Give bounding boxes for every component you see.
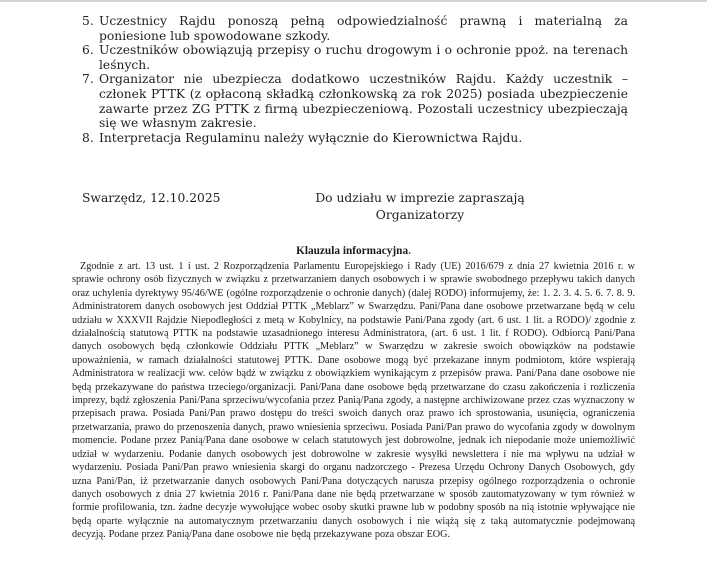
information-clause-body: Zgodnie z art. 13 ust. 1 i ust. 2 Rozporządzenia Parlamentu Europejskiego i Rady (UE) 2016/679 z dnia 27 kwietnia 2016 r. w sprawie ochrony osób fizycznych w związku z przetwarzaniem danych osobowych i w sprawie swobodnego przepływu takich danych oraz uchylenia dyrektywy 95/46/WE (ogólne rozporządzenie o ochronie danych) (dalej RODO) informujemy, że: 1. 2. 3. 4. 5. 6. 7. 8. 9. Administratorem danych osobowych jest Oddział PTTK „Meblarz” w Swarzędzu. Pani/Pana dane osobowe przetwarzane będą w celu udziału w XXXVII Rajdzie Niepodległości z metą w Kobylnicy, na podstawie Pani/Pana zgody (art. 6 ust. 1 lit. a RODO)/ zgodnie z działalnością statutową PTTK na podstawie uzasadnionego interesu Administratora, (art. 6 ust. 1 lit. f RODO). Odbiorcą Pani/Pana danych osobowych będą członkowie Oddziału PTTK „Meblarz” w Swarzędzu w zakresie swoich obowiązków na podstawie upoważnienia, w ramach działalności statutowej PTTK. Dane osobowe mogą być przekazane innym podmiotom, które wspierają Administratora w realizacji ww. celów bądź w związku z obowiązkiem wynikającym z przepisów prawa. Pani/Pana dane osobowe nie będą przekazywane do państwa trzeciego/organizacji. Pani/Pana dane osobowe będą przetwarzane do czasu zakończenia i rozliczenia imprezy, bądź zgłoszenia Pani/Pana sprzeciwu/wycofania przez Panią/Pana zgody, a następne archiwizowane przez czas wyznaczony w przepisach prawa. Posiada Pani/Pan prawo dostępu do treści swoich danych oraz prawo ich sprostowania, usunięcia, ograniczenia przetwarzania, prawo do przenoszenia danych, prawo wniesienia sprzeciwu. Posiada Pani/Pan prawo do wycofania zgody w dowolnym momencie. Podane przez Panią/Pana dane osobowe w celach statutowych jest dobrowolne, jednak ich niepodanie może uniemożliwić udział w wydarzeniu. Podanie danych osobowych jest dobrowolne w zakresie wysyłki newslettera i nie ma wpływu na udział w wydarzeniu. Posiada Pani/Pan prawo wniesienia skargi do organu nadzorczego - Prezesa Urzędu Ochrony Danych Osobowych, gdy uzna Pani/Pan, iż przetwarzanie danych osobowych Pani/Pana dotyczących narusza przepisy ogólnego rozporządzenia o ochronie danych osobowych z dnia 27 kwietnia 2016 r. Pani/Pana dane nie będą przetwarzane w sposób zautomatyzowany w tym również w formie profilowania, tzn. żadne decyzje wywołujące wobec osoby skutki prawne lub w podobny sposób na nią istotnie wpływające nie będą oparte wyłącznie na automatycznym przetwarzaniu danych osobowych i nie wiążą się z taką automatycznie podejmowaną decyzją. Podane przez Panią/Pana dane osobowe nie będą przekazywane poza obszar EOG.	[72, 261, 635, 541]
list-item	[82, 14, 628, 43]
list-item-text: Interpretacja Regulaminu należy wyłącznie do Kierownictwa Rajdu.	[99, 130, 523, 145]
place-and-date: Swarzędz, 12.10.2025	[82, 191, 221, 205]
information-clause-title	[0, 245, 707, 257]
clause-title-period: .	[408, 245, 411, 257]
list-item-number: 7.	[82, 72, 94, 87]
list-item	[82, 43, 628, 72]
list-item-number: 6.	[82, 43, 94, 58]
list-item-number: 8.	[82, 130, 94, 145]
organizers-line: Organizatorzy	[375, 207, 465, 222]
scan-edge-line	[0, 0, 707, 2]
invitation-block	[314, 190, 526, 223]
list-item-number: 5.	[82, 14, 94, 28]
list-item-text: Organizator nie ubezpiecza dodatkowo uczestników Rajdu. Każdy uczestnik – członek PTTK (z opłaconą składką członkowską za rok 2025) posiada ubezpieczenie zawarte przez ZG PTTK z firmą ubezpieczeniową. Pozostali uczestnicy ubezpieczają się we własnym zakresie.	[99, 72, 628, 131]
list-item	[82, 130, 628, 146]
list-item	[82, 72, 628, 131]
list-item-text: Uczestników obowiązują przepisy o ruchu drogowym i o ochronie ppoż. na terenach leśnych.	[99, 43, 628, 72]
list-item-text: Uczestnicy Rajdu ponoszą pełną odpowiedzialność prawną i materialną za poniesione lub spowodowane szkody.	[99, 14, 628, 43]
clause-title-text: Klauzula informacyjna	[296, 245, 409, 257]
regulations-list	[82, 14, 628, 145]
invitation-line: Do udziału w imprezie zapraszają	[315, 191, 525, 205]
